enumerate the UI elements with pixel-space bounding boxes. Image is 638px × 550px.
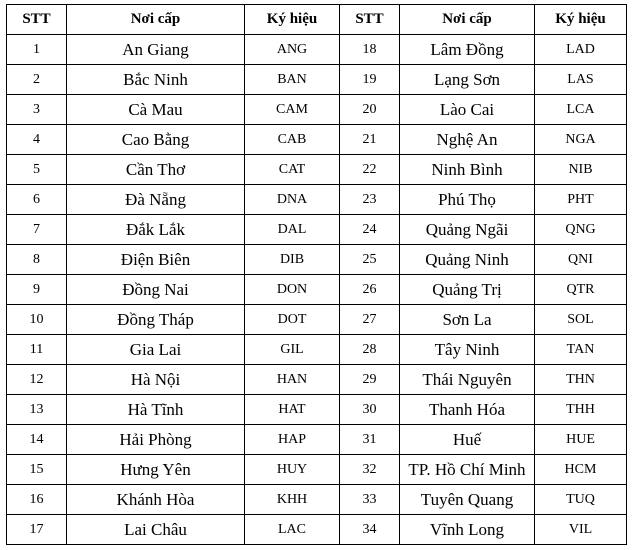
table-row: [7, 185, 627, 215]
table-row: [7, 215, 627, 245]
code-cell: LAC: [245, 515, 340, 545]
place-cell: Lâm Đồng: [400, 35, 535, 65]
place-cell: Cà Mau: [67, 95, 245, 125]
header-place-right: Nơi cấp: [400, 5, 535, 35]
stt-cell: 3: [7, 95, 67, 125]
code-cell: DON: [245, 275, 340, 305]
table-row: [7, 65, 627, 95]
stt-cell: 12: [7, 365, 67, 395]
place-cell: Đồng Nai: [67, 275, 245, 305]
place-cell: Hà Nội: [67, 365, 245, 395]
stt-cell: 24: [340, 215, 400, 245]
table-row: [7, 395, 627, 425]
code-cell: CAM: [245, 95, 340, 125]
place-cell: Cao Bằng: [67, 125, 245, 155]
code-cell: KHH: [245, 485, 340, 515]
code-cell: NGA: [535, 125, 627, 155]
place-cell: Điện Biên: [67, 245, 245, 275]
code-cell: LCA: [535, 95, 627, 125]
stt-cell: 22: [340, 155, 400, 185]
place-cell: Quảng Trị: [400, 275, 535, 305]
stt-cell: 29: [340, 365, 400, 395]
code-cell: THN: [535, 365, 627, 395]
header-code-left: Ký hiệu: [245, 5, 340, 35]
code-cell: TUQ: [535, 485, 627, 515]
stt-cell: 25: [340, 245, 400, 275]
code-cell: HCM: [535, 455, 627, 485]
place-cell: Sơn La: [400, 305, 535, 335]
stt-cell: 21: [340, 125, 400, 155]
place-cell: Đà Nẵng: [67, 185, 245, 215]
header-place-left: Nơi cấp: [67, 5, 245, 35]
code-cell: QTR: [535, 275, 627, 305]
place-cell: Huế: [400, 425, 535, 455]
stt-cell: 9: [7, 275, 67, 305]
code-cell: NIB: [535, 155, 627, 185]
stt-cell: 2: [7, 65, 67, 95]
code-cell: DNA: [245, 185, 340, 215]
code-cell: HAP: [245, 425, 340, 455]
stt-cell: 20: [340, 95, 400, 125]
stt-cell: 11: [7, 335, 67, 365]
code-cell: QNG: [535, 215, 627, 245]
place-cell: Khánh Hòa: [67, 485, 245, 515]
place-cell: Hà Tĩnh: [67, 395, 245, 425]
place-cell: Ninh Bình: [400, 155, 535, 185]
header-stt-right: STT: [340, 5, 400, 35]
place-cell: Bắc Ninh: [67, 65, 245, 95]
place-cell: Thanh Hóa: [400, 395, 535, 425]
code-cell: HAT: [245, 395, 340, 425]
place-cell: TP. Hồ Chí Minh: [400, 455, 535, 485]
place-cell: Vĩnh Long: [400, 515, 535, 545]
place-cell: Lạng Sơn: [400, 65, 535, 95]
stt-cell: 18: [340, 35, 400, 65]
table-row: [7, 305, 627, 335]
table-row: [7, 365, 627, 395]
province-code-table: [6, 4, 627, 545]
table-row: [7, 515, 627, 545]
code-cell: HAN: [245, 365, 340, 395]
table-row: [7, 245, 627, 275]
code-cell: CAB: [245, 125, 340, 155]
code-cell: HUE: [535, 425, 627, 455]
place-cell: Đắk Lắk: [67, 215, 245, 245]
stt-cell: 10: [7, 305, 67, 335]
table-row: [7, 35, 627, 65]
table-row: [7, 125, 627, 155]
code-cell: SOL: [535, 305, 627, 335]
place-cell: Lào Cai: [400, 95, 535, 125]
code-cell: DAL: [245, 215, 340, 245]
code-cell: THH: [535, 395, 627, 425]
stt-cell: 26: [340, 275, 400, 305]
stt-cell: 15: [7, 455, 67, 485]
code-cell: GIL: [245, 335, 340, 365]
table-row: [7, 275, 627, 305]
place-cell: Tây Ninh: [400, 335, 535, 365]
table-row: [7, 95, 627, 125]
stt-cell: 6: [7, 185, 67, 215]
code-cell: CAT: [245, 155, 340, 185]
code-cell: VIL: [535, 515, 627, 545]
header-code-right: Ký hiệu: [535, 5, 627, 35]
stt-cell: 28: [340, 335, 400, 365]
place-cell: Quảng Ninh: [400, 245, 535, 275]
code-cell: QNI: [535, 245, 627, 275]
stt-cell: 32: [340, 455, 400, 485]
stt-cell: 17: [7, 515, 67, 545]
table-row: [7, 425, 627, 455]
place-cell: Hưng Yên: [67, 455, 245, 485]
code-cell: DIB: [245, 245, 340, 275]
stt-cell: 8: [7, 245, 67, 275]
stt-cell: 4: [7, 125, 67, 155]
stt-cell: 30: [340, 395, 400, 425]
stt-cell: 19: [340, 65, 400, 95]
table-row: [7, 455, 627, 485]
place-cell: Cần Thơ: [67, 155, 245, 185]
table-body: [7, 35, 627, 545]
place-cell: Tuyên Quang: [400, 485, 535, 515]
code-cell: TAN: [535, 335, 627, 365]
table-row: [7, 335, 627, 365]
stt-cell: 13: [7, 395, 67, 425]
place-cell: Hải Phòng: [67, 425, 245, 455]
stt-cell: 33: [340, 485, 400, 515]
place-cell: Phú Thọ: [400, 185, 535, 215]
stt-cell: 27: [340, 305, 400, 335]
code-cell: LAD: [535, 35, 627, 65]
place-cell: Nghệ An: [400, 125, 535, 155]
stt-cell: 23: [340, 185, 400, 215]
stt-cell: 1: [7, 35, 67, 65]
table-row: [7, 485, 627, 515]
code-cell: LAS: [535, 65, 627, 95]
table-row: [7, 155, 627, 185]
place-cell: Quảng Ngãi: [400, 215, 535, 245]
stt-cell: 34: [340, 515, 400, 545]
code-cell: HUY: [245, 455, 340, 485]
code-cell: BAN: [245, 65, 340, 95]
place-cell: Lai Châu: [67, 515, 245, 545]
place-cell: Thái Nguyên: [400, 365, 535, 395]
stt-cell: 7: [7, 215, 67, 245]
place-cell: An Giang: [67, 35, 245, 65]
header-row: [7, 5, 627, 35]
stt-cell: 5: [7, 155, 67, 185]
place-cell: Đồng Tháp: [67, 305, 245, 335]
place-cell: Gia Lai: [67, 335, 245, 365]
stt-cell: 31: [340, 425, 400, 455]
stt-cell: 16: [7, 485, 67, 515]
code-cell: DOT: [245, 305, 340, 335]
code-cell: ANG: [245, 35, 340, 65]
header-stt-left: STT: [7, 5, 67, 35]
code-cell: PHT: [535, 185, 627, 215]
stt-cell: 14: [7, 425, 67, 455]
